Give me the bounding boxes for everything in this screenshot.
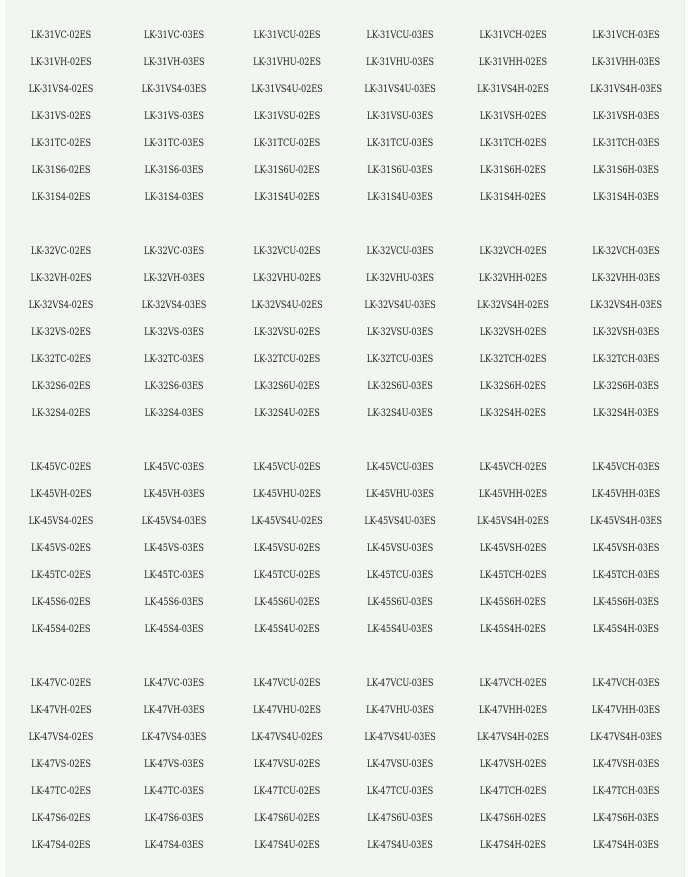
part-number-label: LK-45VCU-02ES <box>253 462 321 473</box>
part-number-label: LK-31VSH-02ES <box>479 111 547 122</box>
label-row <box>5 400 685 427</box>
part-number-label: LK-32VCU-02ES <box>253 246 321 257</box>
label-row <box>5 22 685 49</box>
part-number-label: LK-47S6U-03ES <box>367 813 433 824</box>
part-number-label: LK-45VH-03ES <box>143 489 205 500</box>
label-group <box>5 238 685 427</box>
label-row <box>5 346 685 373</box>
part-number-label: LK-47S4U-03ES <box>367 840 433 851</box>
part-number-label: LK-47TCH-02ES <box>479 786 547 797</box>
part-number-label: LK-32S4U-03ES <box>367 408 433 419</box>
part-number-label: LK-32VCH-02ES <box>479 246 547 257</box>
part-number-label: LK-32S6U-02ES <box>254 381 320 392</box>
part-number-label: LK-45S4U-02ES <box>254 624 320 635</box>
label-row <box>5 292 685 319</box>
label-row <box>5 535 685 562</box>
part-number-label: LK-45VS4-02ES <box>28 516 94 527</box>
part-number-label: LK-31S6-03ES <box>144 165 204 176</box>
part-number-label: LK-32VC-03ES <box>143 246 205 257</box>
part-number-label: LK-31VSU-03ES <box>366 111 434 122</box>
part-number-label: LK-32VSU-02ES <box>253 327 321 338</box>
part-number-label: LK-47VSH-03ES <box>592 759 660 770</box>
label-row <box>5 724 685 751</box>
part-number-label: LK-45TCU-02ES <box>253 570 321 581</box>
part-number-label: LK-47S6U-02ES <box>254 813 320 824</box>
part-number-label: LK-31VS4H-03ES <box>590 84 662 95</box>
part-number-label: LK-47VHH-03ES <box>591 705 661 716</box>
part-number-label: LK-31VCU-03ES <box>366 30 434 41</box>
part-number-label: LK-31VH-03ES <box>143 57 205 68</box>
part-number-label: LK-31TCU-02ES <box>253 138 321 149</box>
part-number-label: LK-32VS4H-02ES <box>477 300 549 311</box>
part-number-label: LK-45VS4H-02ES <box>477 516 549 527</box>
part-number-label: LK-32VS-02ES <box>31 327 91 338</box>
part-number-label: LK-32TC-02ES <box>31 354 91 365</box>
part-number-label: LK-45S4U-03ES <box>367 624 433 635</box>
part-number-label: LK-45VS4U-03ES <box>364 516 436 527</box>
part-number-label: LK-45TCH-02ES <box>479 570 547 581</box>
part-number-label: LK-32VS4-02ES <box>28 300 94 311</box>
part-number-label: LK-32TCU-02ES <box>253 354 321 365</box>
part-number-label: LK-45S4-03ES <box>144 624 204 635</box>
part-number-label: LK-45VS-03ES <box>144 543 204 554</box>
part-number-label: LK-47S6-03ES <box>144 813 204 824</box>
part-number-label: LK-45S4H-02ES <box>480 624 546 635</box>
part-number-label: LK-32VSH-03ES <box>592 327 660 338</box>
part-number-label: LK-32TC-03ES <box>144 354 204 365</box>
label-row <box>5 157 685 184</box>
part-number-label: LK-32VS4U-03ES <box>364 300 436 311</box>
part-number-label: LK-31S6H-02ES <box>480 165 546 176</box>
part-number-label: LK-47S4H-03ES <box>593 840 659 851</box>
part-number-label: LK-31S6-02ES <box>31 165 91 176</box>
part-number-label: LK-47S6H-02ES <box>480 813 546 824</box>
part-number-label: LK-45S6U-03ES <box>367 597 433 608</box>
part-number-label: LK-47VHH-02ES <box>478 705 548 716</box>
part-number-label: LK-32S6H-03ES <box>593 381 659 392</box>
part-number-label: LK-32VH-02ES <box>30 273 92 284</box>
part-number-label: LK-31VS4U-02ES <box>251 84 323 95</box>
label-row <box>5 373 685 400</box>
part-number-label: LK-32VS4-03ES <box>141 300 207 311</box>
part-number-label: LK-47VHU-02ES <box>253 705 321 716</box>
part-number-label: LK-31VHU-03ES <box>366 57 434 68</box>
part-number-label: LK-47VS4H-03ES <box>590 732 662 743</box>
part-number-label: LK-31VHH-02ES <box>478 57 548 68</box>
part-number-label: LK-45VCH-03ES <box>592 462 660 473</box>
part-number-label: LK-45S4-02ES <box>31 624 91 635</box>
part-number-label: LK-45TCH-03ES <box>592 570 660 581</box>
label-row <box>5 778 685 805</box>
label-group <box>5 22 685 211</box>
part-number-label: LK-31VS-02ES <box>31 111 91 122</box>
label-row <box>5 49 685 76</box>
label-row <box>5 319 685 346</box>
part-number-label: LK-32S4H-03ES <box>593 408 659 419</box>
part-number-label: LK-31VS4U-03ES <box>364 84 436 95</box>
part-number-label: LK-32VC-02ES <box>30 246 92 257</box>
part-number-label: LK-45TCU-03ES <box>366 570 434 581</box>
part-number-label: LK-47S4H-02ES <box>480 840 546 851</box>
part-number-label: LK-45S6H-03ES <box>593 597 659 608</box>
part-number-label: LK-32VS4U-02ES <box>251 300 323 311</box>
part-number-label: LK-45TC-02ES <box>31 570 91 581</box>
part-number-label: LK-47VS-03ES <box>144 759 204 770</box>
part-number-label: LK-32VSH-02ES <box>479 327 547 338</box>
label-row <box>5 616 685 643</box>
part-number-label: LK-47VCU-03ES <box>366 678 434 689</box>
part-number-label: LK-45S6U-02ES <box>254 597 320 608</box>
label-row <box>5 832 685 859</box>
part-number-label: LK-45VS4-03ES <box>141 516 207 527</box>
label-row <box>5 805 685 832</box>
part-number-label: LK-32S6-02ES <box>31 381 91 392</box>
part-number-label: LK-45VSU-02ES <box>253 543 321 554</box>
part-number-label: LK-47VC-02ES <box>30 678 92 689</box>
part-number-label: LK-45VC-03ES <box>143 462 205 473</box>
part-number-label: LK-32S4U-02ES <box>254 408 320 419</box>
part-number-label: LK-31VHU-02ES <box>253 57 321 68</box>
part-number-label: LK-32TCH-03ES <box>592 354 660 365</box>
part-number-label: LK-32S6H-02ES <box>480 381 546 392</box>
label-row <box>5 103 685 130</box>
part-number-label: LK-32S4-02ES <box>31 408 91 419</box>
part-number-label: LK-31VCU-02ES <box>253 30 321 41</box>
label-row <box>5 697 685 724</box>
part-number-label: LK-31S4-03ES <box>144 192 204 203</box>
part-number-label: LK-47VS4-03ES <box>141 732 207 743</box>
part-number-label: LK-47S6H-03ES <box>593 813 659 824</box>
part-number-label: LK-31VH-02ES <box>30 57 92 68</box>
part-number-label: LK-32VCH-03ES <box>592 246 660 257</box>
label-row <box>5 454 685 481</box>
part-number-label: LK-45VH-02ES <box>30 489 92 500</box>
part-number-label: LK-47VCH-03ES <box>592 678 660 689</box>
part-number-label: LK-32VHU-02ES <box>253 273 321 284</box>
label-sheet <box>5 0 685 877</box>
label-row <box>5 265 685 292</box>
part-number-label: LK-32VH-03ES <box>143 273 205 284</box>
part-number-label: LK-45VSH-02ES <box>479 543 547 554</box>
label-group <box>5 454 685 643</box>
part-number-label: LK-45S6-02ES <box>31 597 91 608</box>
part-number-label: LK-32S6U-03ES <box>367 381 433 392</box>
part-number-label: LK-31TCH-02ES <box>479 138 547 149</box>
part-number-label: LK-47VSH-02ES <box>479 759 547 770</box>
part-number-label: LK-45VCU-03ES <box>366 462 434 473</box>
part-number-label: LK-47TCU-03ES <box>366 786 434 797</box>
part-number-label: LK-45VS4H-03ES <box>590 516 662 527</box>
part-number-label: LK-31VHH-03ES <box>591 57 661 68</box>
part-number-label: LK-45S6H-02ES <box>480 597 546 608</box>
label-row <box>5 130 685 157</box>
part-number-label: LK-47TC-02ES <box>31 786 91 797</box>
part-number-label: LK-47VHU-03ES <box>366 705 434 716</box>
part-number-label: LK-31S4U-03ES <box>367 192 433 203</box>
part-number-label: LK-47TCH-03ES <box>592 786 660 797</box>
label-row <box>5 562 685 589</box>
part-number-label: LK-31TCU-03ES <box>366 138 434 149</box>
part-number-label: LK-32VS-03ES <box>144 327 204 338</box>
part-number-label: LK-45TC-03ES <box>144 570 204 581</box>
part-number-label: LK-31VCH-02ES <box>479 30 547 41</box>
part-number-label: LK-45S4H-03ES <box>593 624 659 635</box>
part-number-label: LK-31VCH-03ES <box>592 30 660 41</box>
part-number-label: LK-31VS4-03ES <box>141 84 207 95</box>
part-number-label: LK-32TCU-03ES <box>366 354 434 365</box>
part-number-label: LK-47S4-02ES <box>31 840 91 851</box>
part-number-label: LK-47VH-02ES <box>30 705 92 716</box>
label-row <box>5 589 685 616</box>
part-number-label: LK-31VSU-02ES <box>253 111 321 122</box>
part-number-label: LK-31VS-03ES <box>144 111 204 122</box>
part-number-label: LK-31S6U-03ES <box>367 165 433 176</box>
part-number-label: LK-45VHU-03ES <box>366 489 434 500</box>
label-group <box>5 670 685 859</box>
part-number-label: LK-32TCH-02ES <box>479 354 547 365</box>
part-number-label: LK-31VS4-02ES <box>28 84 94 95</box>
part-number-label: LK-45S6-03ES <box>144 597 204 608</box>
part-number-label: LK-31VC-03ES <box>143 30 205 41</box>
label-row <box>5 508 685 535</box>
part-number-label: LK-31S6U-02ES <box>254 165 320 176</box>
part-number-label: LK-47VS4U-02ES <box>251 732 323 743</box>
part-number-label: LK-31VSH-03ES <box>592 111 660 122</box>
part-number-label: LK-45VS4U-02ES <box>251 516 323 527</box>
part-number-label: LK-32S6-03ES <box>144 381 204 392</box>
part-number-label: LK-32VSU-03ES <box>366 327 434 338</box>
label-row <box>5 184 685 211</box>
part-number-label: LK-47S4U-02ES <box>254 840 320 851</box>
part-number-label: LK-32VCU-03ES <box>366 246 434 257</box>
part-number-label: LK-32S4H-02ES <box>480 408 546 419</box>
part-number-label: LK-45VHH-02ES <box>478 489 548 500</box>
part-number-label: LK-45VCH-02ES <box>479 462 547 473</box>
part-number-label: LK-31S4U-02ES <box>254 192 320 203</box>
part-number-label: LK-32VHH-02ES <box>478 273 548 284</box>
part-number-label: LK-32VHH-03ES <box>591 273 661 284</box>
part-number-label: LK-32S4-03ES <box>144 408 204 419</box>
part-number-label: LK-45VHH-03ES <box>591 489 661 500</box>
part-number-label: LK-31TC-03ES <box>144 138 204 149</box>
label-row <box>5 670 685 697</box>
label-row <box>5 481 685 508</box>
part-number-label: LK-47VSU-03ES <box>366 759 434 770</box>
part-number-label: LK-47VCH-02ES <box>479 678 547 689</box>
part-number-label: LK-47VH-03ES <box>143 705 205 716</box>
part-number-label: LK-47VS4U-03ES <box>364 732 436 743</box>
label-row <box>5 76 685 103</box>
part-number-label: LK-47VCU-02ES <box>253 678 321 689</box>
part-number-label: LK-31S4H-02ES <box>480 192 546 203</box>
part-number-label: LK-31VC-02ES <box>30 30 92 41</box>
part-number-label: LK-47VSU-02ES <box>253 759 321 770</box>
part-number-label: LK-31S4-02ES <box>31 192 91 203</box>
part-number-label: LK-45VSU-03ES <box>366 543 434 554</box>
part-number-label: LK-45VS-02ES <box>31 543 91 554</box>
part-number-label: LK-31VS4H-02ES <box>477 84 549 95</box>
part-number-label: LK-31S6H-03ES <box>593 165 659 176</box>
part-number-label: LK-45VC-02ES <box>30 462 92 473</box>
label-row <box>5 238 685 265</box>
part-number-label: LK-45VHU-02ES <box>253 489 321 500</box>
part-number-label: LK-47TC-03ES <box>144 786 204 797</box>
part-number-label: LK-45VSH-03ES <box>592 543 660 554</box>
part-number-label: LK-31S4H-03ES <box>593 192 659 203</box>
part-number-label: LK-47S6-02ES <box>31 813 91 824</box>
part-number-label: LK-32VS4H-03ES <box>590 300 662 311</box>
part-number-label: LK-32VHU-03ES <box>366 273 434 284</box>
part-number-label: LK-47S4-03ES <box>144 840 204 851</box>
part-number-label: LK-47VS4-02ES <box>28 732 94 743</box>
part-number-label: LK-31TC-02ES <box>31 138 91 149</box>
part-number-label: LK-31TCH-03ES <box>592 138 660 149</box>
part-number-label: LK-47VS-02ES <box>31 759 91 770</box>
part-number-label: LK-47TCU-02ES <box>253 786 321 797</box>
label-row <box>5 751 685 778</box>
part-number-label: LK-47VS4H-02ES <box>477 732 549 743</box>
part-number-label: LK-47VC-03ES <box>143 678 205 689</box>
